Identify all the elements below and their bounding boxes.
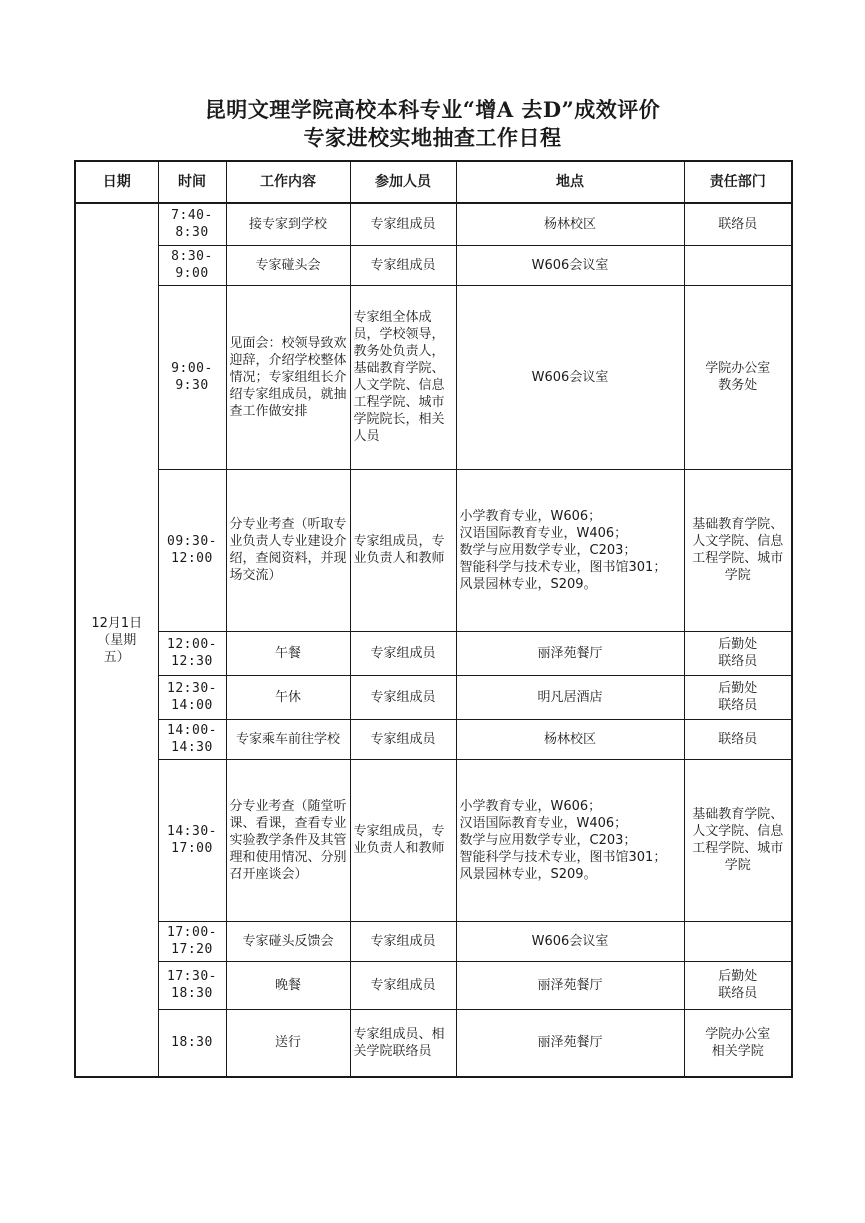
time-cell: 17:30- 18:30 [158,961,226,1009]
header-participants: 参加人员 [350,161,456,203]
header-location: 地点 [456,161,684,203]
department-cell: 联络员 [684,719,792,759]
header-department: 责任部门 [684,161,792,203]
time-cell: 9:00- 9:30 [158,285,226,469]
time-cell: 12:30- 14:00 [158,675,226,719]
time-cell: 8:30- 9:00 [158,245,226,285]
header-time: 时间 [158,161,226,203]
document-title-line2: 专家进校实地抽查工作日程 [303,125,562,150]
table-row [75,285,792,469]
content-cell: 午休 [226,675,350,719]
location-cell: 杨林校区 [456,203,684,245]
participants-cell: 专家组成员、相关学院联络员 [350,1009,456,1077]
table-row [75,675,792,719]
table-row [75,469,792,631]
department-cell: 基础教育学院、人文学院、信息工程学院、城市学院 [684,469,792,631]
location-cell: 小学教育专业，W606； 汉语国际教育专业，W406； 数学与应用数学专业，C203； 智能科学与技术专业，图书馆301； 风景园林专业，S209。 [456,759,684,921]
table-row [75,759,792,921]
time-cell: 12:00- 12:30 [158,631,226,675]
participants-cell: 专家组成员 [350,631,456,675]
table-row [75,1009,792,1077]
content-cell: 专家碰头反馈会 [226,921,350,961]
table-row [75,921,792,961]
location-cell: 小学教育专业，W606； 汉语国际教育专业，W406； 数学与应用数学专业，C203； 智能科学与技术专业，图书馆301； 风景园林专业，S209。 [456,469,684,631]
participants-cell: 专家组全体成员，学校领导，教务处负责人，基础教育学院、人文学院、信息工程学院、城市学院院长，相关人员 [350,285,456,469]
time-cell: 18:30 [158,1009,226,1077]
content-cell: 专家乘车前往学校 [226,719,350,759]
participants-cell: 专家组成员 [350,675,456,719]
department-cell: 学院办公室 教务处 [684,285,792,469]
department-cell: 联络员 [684,203,792,245]
location-cell: W606会议室 [456,285,684,469]
participants-cell: 专家组成员，专业负责人和教师 [350,469,456,631]
table-row [75,961,792,1009]
table-row [75,203,792,245]
location-cell: 明凡居酒店 [456,675,684,719]
participants-cell: 专家组成员 [350,961,456,1009]
time-cell: 14:00- 14:30 [158,719,226,759]
document-title-line1: 昆明文理学院高校本科专业“增A 去D”成效评价 [204,97,661,122]
department-cell [684,245,792,285]
participants-cell: 专家组成员，专业负责人和教师 [350,759,456,921]
time-cell: 17:00- 17:20 [158,921,226,961]
department-cell: 后勤处 联络员 [684,961,792,1009]
department-cell: 学院办公室 相关学院 [684,1009,792,1077]
content-cell: 晚餐 [226,961,350,1009]
participants-cell: 专家组成员 [350,719,456,759]
department-cell: 基础教育学院、人文学院、信息工程学院、城市学院 [684,759,792,921]
table-row [75,631,792,675]
date-cell: 12月1日 （星期 五） [75,203,158,1077]
table-row [75,245,792,285]
participants-cell: 专家组成员 [350,245,456,285]
location-cell: 丽泽苑餐厅 [456,1009,684,1077]
header-date: 日期 [75,161,158,203]
header-content: 工作内容 [226,161,350,203]
time-cell: 7:40- 8:30 [158,203,226,245]
location-cell: 杨林校区 [456,719,684,759]
content-cell: 送行 [226,1009,350,1077]
content-cell: 专家碰头会 [226,245,350,285]
department-cell: 后勤处 联络员 [684,675,792,719]
table-row [75,719,792,759]
content-cell: 见面会：校领导致欢迎辞，介绍学校整体情况；专家组组长介绍专家组成员，就抽查工作做安排 [226,285,350,469]
content-cell: 接专家到学校 [226,203,350,245]
participants-cell: 专家组成员 [350,921,456,961]
content-cell: 午餐 [226,631,350,675]
header-row [75,161,792,203]
department-cell [684,921,792,961]
content-cell: 分专业考查（随堂听课、看课，查看专业实验教学条件及其管理和使用情况、分别召开座谈会） [226,759,350,921]
location-cell: W606会议室 [456,921,684,961]
content-cell: 分专业考查（听取专业负责人专业建设介绍，查阅资料，并现场交流） [226,469,350,631]
location-cell: W606会议室 [456,245,684,285]
location-cell: 丽泽苑餐厅 [456,961,684,1009]
schedule-table [74,160,793,1078]
time-cell: 09:30- 12:00 [158,469,226,631]
location-cell: 丽泽苑餐厅 [456,631,684,675]
participants-cell: 专家组成员 [350,203,456,245]
department-cell: 后勤处 联络员 [684,631,792,675]
time-cell: 14:30- 17:00 [158,759,226,921]
